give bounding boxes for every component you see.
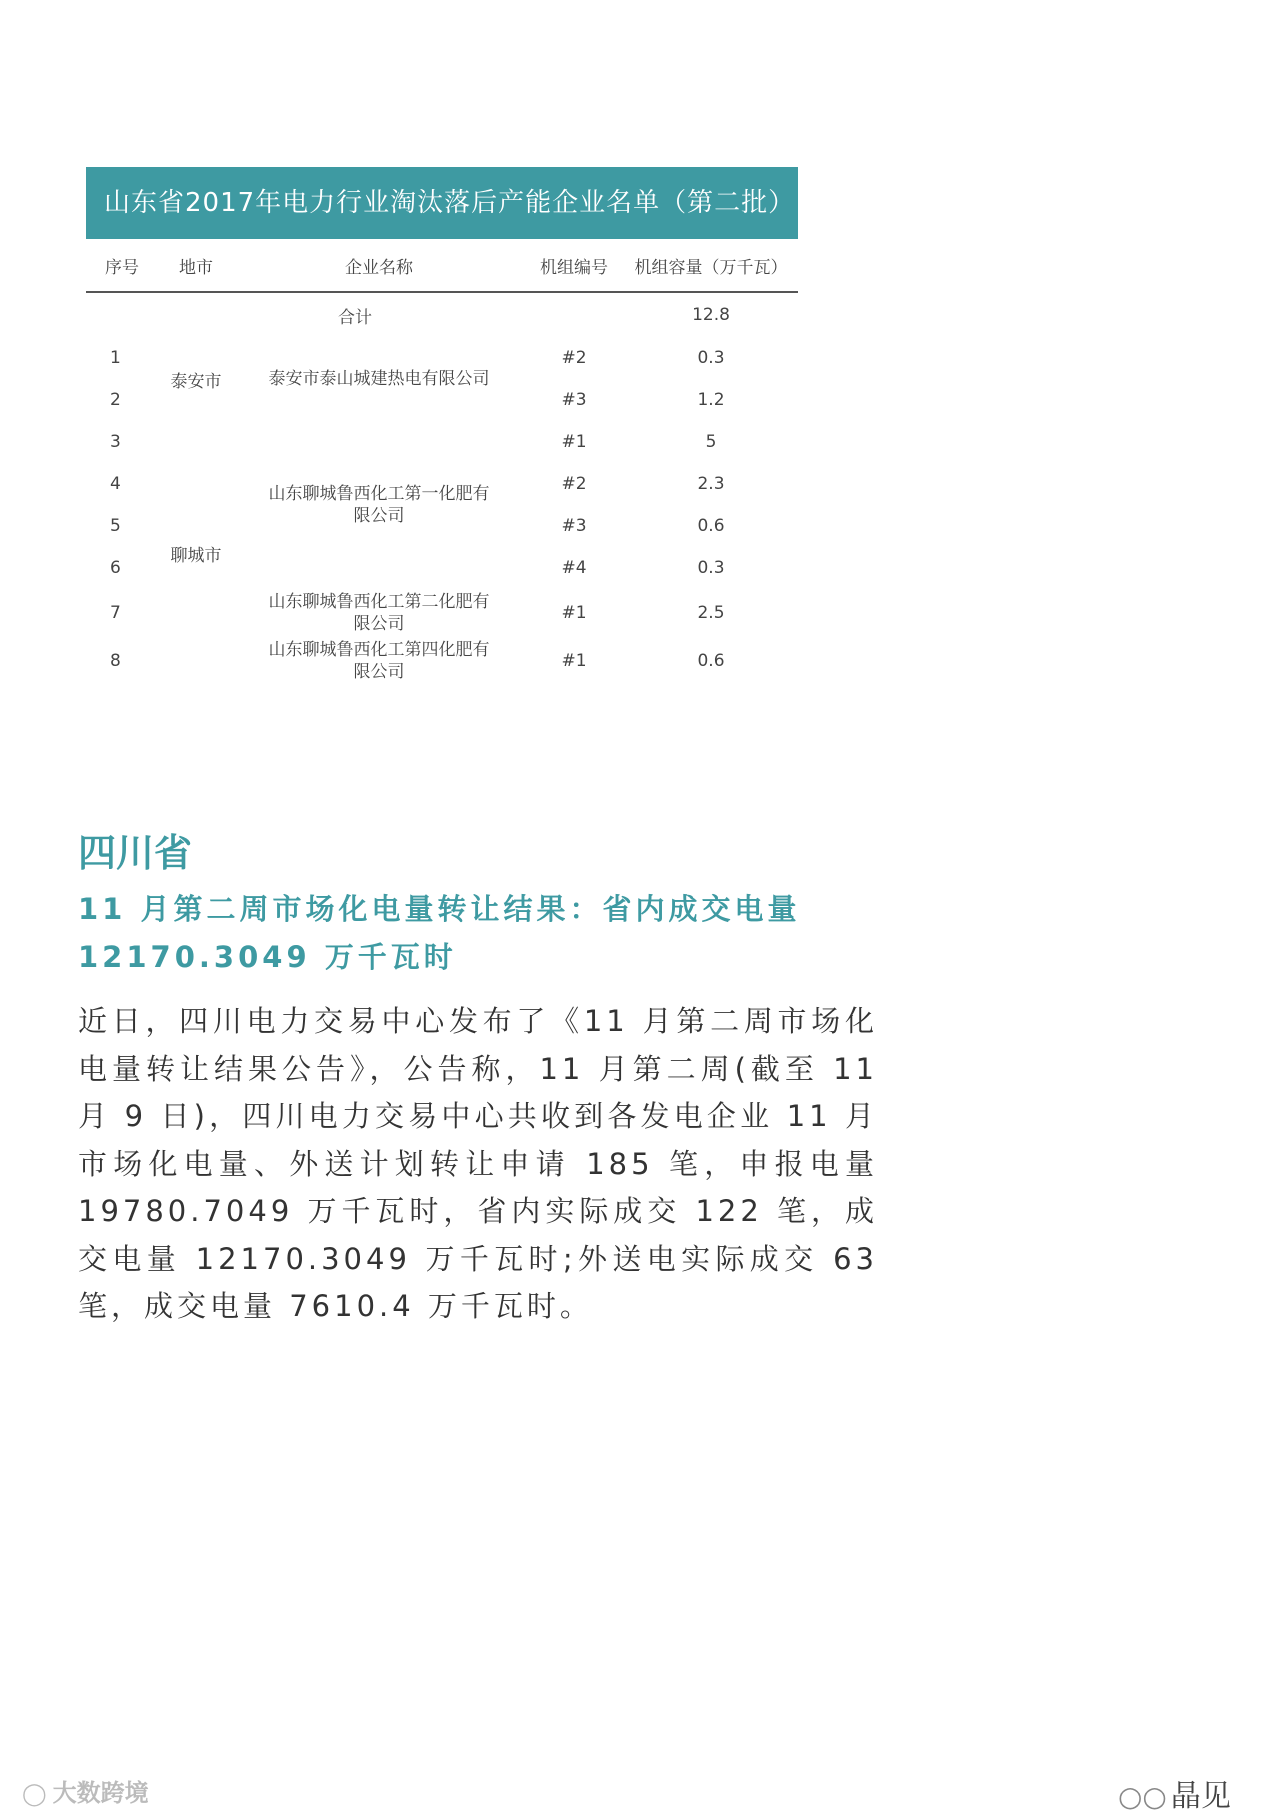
row-unit: #1 <box>561 651 587 671</box>
body-paragraph: 近日，四川电力交易中心发布了《11 月第二周市场化电量转让结果公告》，公告称，11 月第二周(截至 11 月 9 日)，四川电力交易中心共收到各发电企业 11 月市场化电量、外送计划转让申请 185 笔，申报电量 19780.7049 万千瓦时，省内实际成交 122 笔，成交电量 12170.3049 万千瓦时;外送电实际成交 63 笔，成交电量 7610.4 万千瓦时。 <box>78 1004 878 1323</box>
total-row <box>86 292 798 337</box>
row-capacity: 0.6 <box>697 516 725 536</box>
watermark-right <box>1118 1771 1231 1815</box>
row-unit: #2 <box>561 474 587 494</box>
watermark-right-text: 晶见 <box>1170 1779 1231 1814</box>
company-cell: 山东聊城鲁西化工第二化肥有限公司 <box>268 592 490 634</box>
row-unit: #1 <box>561 432 587 452</box>
capacity-table-block <box>86 167 798 685</box>
row-seq: 8 <box>110 651 121 671</box>
city-cell: 聊城市 <box>170 545 222 566</box>
row-unit: #1 <box>561 603 587 623</box>
row-seq: 7 <box>110 603 121 623</box>
total-label: 合计 <box>338 307 372 328</box>
row-unit: #2 <box>561 348 587 368</box>
row-seq: 6 <box>110 558 121 578</box>
table-row <box>86 421 798 463</box>
row-capacity: 0.6 <box>697 651 725 671</box>
company-cell: 泰安市泰山城建热电有限公司 <box>268 369 490 389</box>
row-capacity: 5 <box>705 432 717 452</box>
table-title: 山东省2017年电力行业淘汰落后产能企业名单（第二批） <box>86 167 798 239</box>
section-subheading: 11 月第二周市场化电量转让结果：省内成交电量 12170.3049 万千瓦时 <box>78 892 801 974</box>
header-city: 地市 <box>158 239 234 292</box>
capacity-table <box>86 239 798 685</box>
table-row <box>86 337 798 379</box>
row-seq: 5 <box>110 516 121 536</box>
header-unit: 机组编号 <box>524 239 624 292</box>
watermark-left-text: 大数跨境 <box>52 1779 149 1807</box>
row-seq: 3 <box>110 432 121 452</box>
row-capacity: 2.3 <box>697 474 725 494</box>
row-seq: 1 <box>110 348 121 368</box>
row-capacity: 1.2 <box>697 390 725 410</box>
header-seq: 序号 <box>86 239 158 292</box>
watermark-left <box>22 1773 149 1808</box>
table-header-row <box>86 239 798 292</box>
company-cell: 山东聊城鲁西化工第四化肥有限公司 <box>268 640 490 682</box>
row-unit: #4 <box>561 558 587 578</box>
wechat-icon: ○○ <box>1118 1780 1167 1813</box>
row-unit: #3 <box>561 390 587 410</box>
section-heading: 四川省 <box>78 831 193 875</box>
row-capacity: 0.3 <box>697 558 725 578</box>
total-value: 12.8 <box>692 305 730 325</box>
company-cell: 山东聊城鲁西化工第一化肥有限公司 <box>268 484 490 526</box>
row-capacity: 2.5 <box>697 603 725 623</box>
row-capacity: 0.3 <box>697 348 725 368</box>
row-unit: #3 <box>561 516 587 536</box>
city-cell: 泰安市 <box>170 371 222 392</box>
header-capacity: 机组容量（万千瓦） <box>624 239 798 292</box>
logo-icon: ◯ <box>22 1782 47 1807</box>
header-company: 企业名称 <box>234 239 524 292</box>
row-seq: 2 <box>110 390 121 410</box>
row-seq: 4 <box>110 474 121 494</box>
